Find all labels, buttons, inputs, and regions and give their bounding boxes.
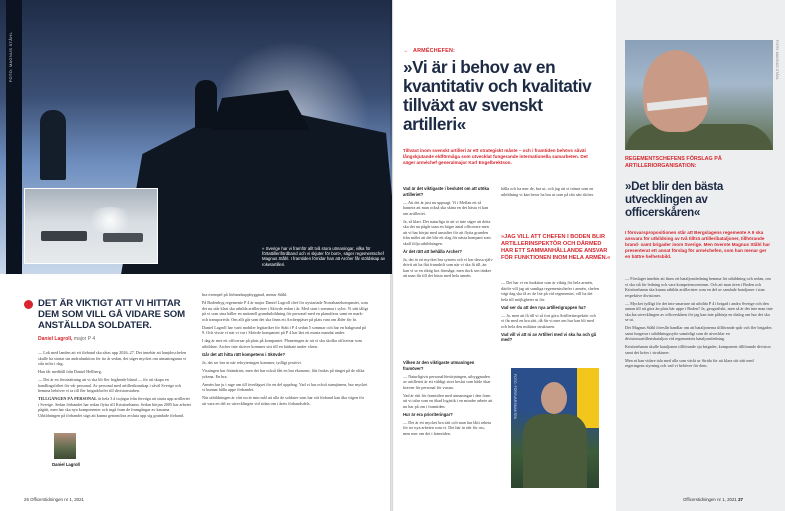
portrait-daniel-lagroll bbox=[54, 433, 76, 459]
smoke-cloud bbox=[85, 207, 135, 233]
sidebar-lead: I försvarspropositionen står att Bergslagens regemente A 9 ska ansvara för utbildning av två tillträ artilleribataljoner, tillhörande brand- samt brigader inom Sverige. Men överste Magnus Ståhl har presenterat ett annat förslag för arméchefen, som han menar ger en bättre helhetsbild. bbox=[625, 230, 770, 259]
interview-question: Vad är det viktigaste i beslutet om att utöka artilleriet? bbox=[403, 186, 490, 197]
interview-question: Hur är era prioriteringar? bbox=[403, 411, 453, 417]
body-column-r2 bbox=[501, 186, 599, 238]
paragraph: Det Magnus Ståhl föreslår handlar om att bataljonerna tillförande spår och fler brigader, samt fungerar i utbildningssyfte samtidigt som de utvecklar en divisionsartillerisbataljon vid regementets bataljonsledning. bbox=[625, 325, 773, 342]
paragraph: — Lok med landen att ett förband ska såtas upp 2026–27. Det innebär att hanjdoschefen skulle ha startat sin andrafunktion för tio år sedan, det säger mycket om utmaningarna vi står inför i dag. bbox=[38, 350, 187, 366]
spread-gutter bbox=[390, 0, 396, 511]
photo-credit: FOTO: FÖRSVARSMAKTEN bbox=[513, 374, 517, 420]
paragraph: Han får medhåll från Daniel Hellberg. bbox=[38, 369, 102, 375]
sidebar-headline: »Det blir den bästa utvecklingen av officerskåren« bbox=[625, 180, 724, 220]
folio-number: 27 bbox=[738, 497, 743, 502]
artillery-piece-2 bbox=[103, 233, 143, 242]
paragraph: Armén har ju i rage om till överlägset för en del uppdrag. Vad vi har också stamjärnen, hur mycket vi kunnat hålla uppe förbandet. bbox=[202, 381, 368, 393]
paragraph: Men ni kan vidare tala med alla som väckt ur Strida för att klara sitt sätt med regeringens styrning och vad vi behöver för dem. bbox=[625, 357, 754, 369]
interview-question: Är det rätt att behålla Archer? bbox=[403, 248, 462, 254]
paragraph: Ja, det är ett mycket bra system och vi har dessa själv drivit att ha fått framdrift som när vi ska få till, än kan vi se en riktig bra förmåga, men dock sen tänker att man får till det bästa med hela armén. bbox=[403, 256, 493, 279]
uniform bbox=[523, 414, 587, 488]
folio-text: Officerstidningen nr 1, 2021 bbox=[683, 497, 737, 502]
interview-question: Vad ser du att den nya artillerigruppen ha? bbox=[501, 304, 586, 310]
paragraph: — Att det är just nu uppsagt. Vi i Mellan ett så hantera att man också ska skina en det bästa vi kan om artilleriet. bbox=[403, 199, 489, 216]
pull-author-name: Daniel Lagroll, bbox=[38, 336, 73, 342]
sidebar-body bbox=[625, 276, 773, 496]
paragraph: — Förslaget innebär att finns ett bataljonsledning hemma för utbildning och sedan, om vi ska stå för ledning och vara kompetenscentrum. Och att man även i Boden och Kristinehamn ska kunna utbilda artillerister som en del av samlade bataljoner i sina respektive divisioner. bbox=[625, 276, 771, 298]
paragraph bbox=[38, 396, 191, 418]
paragraph-text: är hela 3 å tiojägar från förväga att starta upp artilleriet i Sverige. Sedan förbandet har redan flytta till Kristinehamn. Sedan början 2005 har arbetet pågått, men har ska nya komponenter och ingå fram de framgångar av kasarna. Utbildningen på förbandet sägs att kunna genomföra avsluta upp sig grundade förband. bbox=[38, 396, 191, 418]
paragraph: — Det är en förutsättning att vi ska bli fler frigående bland — för att skapa en handlingsfrihet för vår personal. Av personal med artillerikunskap i såväl Sverige och hemma behöver vi ta till fler brigadchefer till divisionstaben. bbox=[38, 377, 182, 394]
interview-question: Vilken är den viktigaste utmaningen framöver? bbox=[403, 360, 475, 371]
paragraph: — Det är ett mycket bra sätt och man har låtit arbeta för tre nya arbeten som vi. Det här är rätt för oss, men mer om det i framtiden. bbox=[403, 419, 492, 436]
paragraph: Ja, så klart. Det naturliga är att vi inte säger att detta ska det nu pågår utan en högre antal officerare men att vi har börjat med anstalter för att flytta grunden från målet att det blir ett slag för nästa kompani som skall följa utbildningen. bbox=[403, 218, 491, 246]
paragraph: Visningen har förändrats, men det har också fått en bra ekonomi, fått frodas på tänget på de olika yrkena. En bra. bbox=[202, 368, 365, 379]
paragraph: När utbildningen är vårt nu är min mål att alla de soldater som har sitt förband kan åka vägen för att vara en del av utvecklingen vid sidan om i årets förbandsdels. bbox=[202, 395, 364, 406]
paragraph: Daniel Lagroll har varit mobiler legitariker för Stätt i P 4 sedan 5 sommar och har en bakgrund på 9. Och visste vi när vi var i Skövde kompaniet på P 4 har lärt ett musta mandat under. bbox=[202, 324, 366, 336]
arrow-icon: → bbox=[403, 48, 409, 54]
sidebar-photo-credit: FOTO: MAGNUS STÅHL bbox=[775, 40, 779, 81]
uniform-shoulder bbox=[625, 124, 773, 150]
pull-quote: DET ÄR VIKTIGT ATT VI HITTAR DEM SOM VILL GÅ VIDARE SOM ANSTÄLLDA SOLDATER. bbox=[38, 298, 186, 331]
paragraph: Kristinehamn skulle bataljonen tillförande sju brigader, komponent tillförande division samt det krävs i strukturer. bbox=[625, 344, 771, 355]
paragraph: bra exempel på förbandsuppbyggnad, menar Ståhl. bbox=[202, 292, 288, 297]
pull-quote-right: »JAG VILL ATT CHEFEN I BODEN BLIR ARTILLERINSPEKTÖR OCH DÄRMED HAR ETT SAMMANHÅLLANDE ANSVAR FÖR FUNKTIONEN INOM HELA ARMÉN.« bbox=[501, 234, 611, 261]
body-column-1 bbox=[38, 350, 191, 498]
face bbox=[541, 382, 567, 414]
article-lead: Tillväxt inom svenskt artilleri är ett strategiskt måste – och i framtiden behövs såväl långskjutande eldförmåga som utvecklat fungerande internationella samarbeten. Det säger arméchef generalmajor Karl Engelbrektson. bbox=[403, 148, 588, 165]
kicker-text: ARMÉCHEFEN: bbox=[413, 48, 456, 54]
paragraph: — Ja, men att få till vi så fort göra Artilleriinspektör och vi får med en bra sätt, då får vi mer om hur kan bli med och hela den militära strukturen. bbox=[501, 312, 596, 329]
paragraph: Vad är rätt för framtiden med utmaningar i den form att vi talar som en ökad logistik i en mindre arbete att nu har på om i framtiden. bbox=[403, 392, 493, 409]
quote-bullet-icon bbox=[24, 300, 33, 309]
body-column-r3 bbox=[403, 360, 493, 498]
pull-author-role: major P 4 bbox=[73, 336, 96, 342]
paragraph: hålla och ha mer de, bra ut, och jag att vi tränar som en utbildning vi kan beror ha bra ut som på rätt sätt sköter. bbox=[501, 186, 594, 197]
right-page bbox=[393, 0, 785, 511]
hero-photo-credit: FOTO: MAGNUS STÅHL bbox=[8, 32, 13, 83]
paragraph: Ja, det ser bra ut när rekryteringen kommer, tydligt positivt. bbox=[202, 359, 302, 365]
photo-army-chief bbox=[511, 368, 599, 488]
paragraph: På Bodenbyg regemente P 4 är major Daniel Lagroll chef för nystartade Norrahanekompaniet, som det nu står klart ska utbilda artillerister i Skövde redan i år. Med start i sommar i sylor. Vi sätt tåligt på vi som sina håller en nationell grundutbildning för personal med en planaföras samt en mark- och transportvår. Om allt går som det ska finns ett Archerpjäser på plats runt om ålder för år. bbox=[202, 300, 368, 322]
artillery-piece bbox=[41, 231, 87, 241]
photo-regiment-chief bbox=[625, 40, 773, 150]
page-folio-right bbox=[683, 497, 743, 502]
page-folio-left: 26 Officerstidningen nr 1, 2021 bbox=[24, 497, 84, 502]
paragraph: — Mycket tydligt för det inte smartare att utbilda P 4 i brigad i andra Sverige och den annan till att göra än plats här uppe i Boden? Ja, geografiskt, men så är det inte man inte ska åta utvecklingen av officerskåren för jag kan inte påbörja en dialog om hur det ska se ut. bbox=[625, 300, 773, 323]
soldier-silhouette bbox=[195, 80, 217, 128]
paragraph: — Naturligtvis personalförsörjningen, utbyggnaden av artilleriet är ett väldigt stort beslut som både ökar kraven för personal för vuxna. bbox=[403, 373, 491, 390]
left-page bbox=[0, 0, 392, 511]
inset-photo-artillery bbox=[24, 188, 158, 264]
soldier-silhouette-left bbox=[40, 110, 66, 180]
portrait-name: Daniel Lagroll bbox=[52, 462, 80, 467]
paragraph: I dag är mer ett officersar på plats på kompaniet. Planeringen är att vi ska skolka officersar som utbildare. Archer inte skriver kommer sist till en bädrate under våren. bbox=[202, 338, 362, 349]
pull-quote-author bbox=[38, 336, 95, 342]
interview-question: Vad vill vi att ni av Artilleri med vi ska ha och gå med? bbox=[501, 331, 597, 343]
paragraph-lead: TILLGÅNGEN PÅ PERSONAL bbox=[38, 396, 97, 402]
face bbox=[643, 50, 709, 132]
article-kicker bbox=[403, 48, 455, 54]
sidebar-kicker: REGEMENTSCHEFENS FÖRSLAG PÅ ARTILLERIORGANISATION: bbox=[625, 156, 722, 169]
body-column-2 bbox=[202, 292, 368, 498]
interview-question: Går det att hitta rätt kompetens i Skövde? bbox=[202, 351, 286, 357]
body-column-r1 bbox=[403, 186, 493, 358]
paragraph: — Det har vi en funktion som är viktig för hela armén, därför vill jag att samliga regementschefer i armén, chefen vägt dag ska få av de lite på vid regementet, vill ha det hela till möjligheter ut för. bbox=[501, 280, 600, 302]
hero-caption: » Sverige har vi framför allt två stora utmaningar, vilka för förtattillerifördband och vi skjuter för bort», säger regementschef Magnus Ståhl. I framtiden förridar han att Archer får stöldskap av roketartilleri. bbox=[262, 246, 385, 267]
article-headline: »Vi är i behov av en kvantitativ och kvalitativ tillväxt av svenskt artilleri« bbox=[403, 57, 592, 134]
